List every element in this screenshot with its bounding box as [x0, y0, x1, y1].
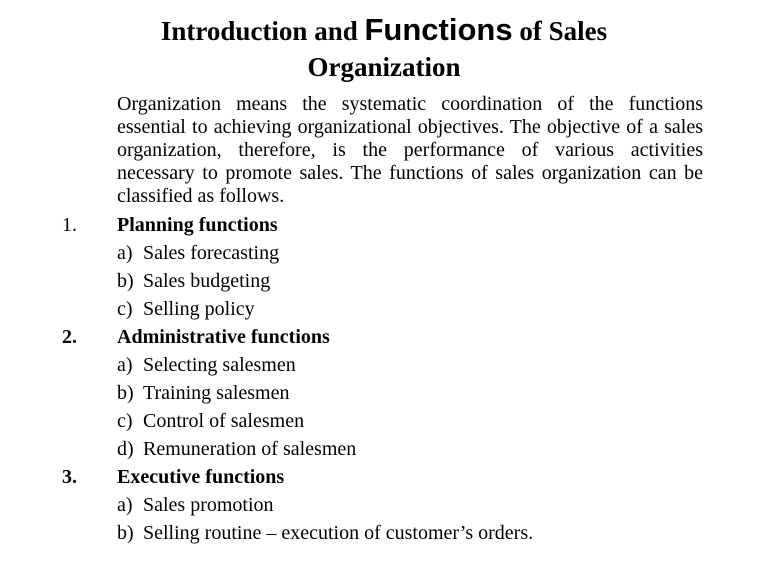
- section-title: Administrative functions: [117, 326, 330, 348]
- list-item-letter: b): [117, 382, 134, 404]
- list-item-letter: a): [117, 354, 133, 376]
- list-item: [0, 435, 768, 463]
- section-heading-row: [0, 211, 768, 239]
- list-item-text: Sales budgeting: [143, 270, 271, 292]
- intro-paragraph: Organization means the systematic coordination of the functions essential to achieving organizational objectives. The objective of a sales organization, therefore, is the performance of various activities necessary to promote sales. The functions of sales organization can be classified as follows.: [117, 93, 703, 207]
- document-title: [0, 12, 768, 85]
- list-item-text: Selling routine – execution of customer’s orders.: [143, 522, 534, 544]
- list-item: [0, 519, 768, 547]
- list-item: [0, 351, 768, 379]
- title-line-1: [0, 12, 768, 49]
- list-item-text: Training salesmen: [143, 382, 290, 404]
- list-item-text: Remuneration of salesmen: [143, 438, 357, 460]
- section-heading-row: [0, 323, 768, 351]
- list-item-letter: a): [117, 494, 133, 516]
- list-item-text: Sales forecasting: [143, 242, 280, 264]
- section-heading-row: [0, 463, 768, 491]
- list-item-text: Sales promotion: [143, 494, 274, 516]
- list-item-letter: d): [117, 438, 134, 460]
- section-number: 3.: [62, 466, 77, 488]
- list-item-letter: c): [117, 298, 133, 320]
- list-item-letter: b): [117, 270, 134, 292]
- section-number: 1.: [62, 214, 77, 236]
- list-item: [0, 379, 768, 407]
- section-number: 2.: [62, 326, 77, 348]
- list-item-letter: a): [117, 242, 133, 264]
- section-title: Planning functions: [117, 214, 278, 236]
- title-part-2: Functions: [364, 12, 513, 47]
- list-item-text: Selling policy: [143, 298, 255, 320]
- list-item-letter: b): [117, 522, 134, 544]
- list-item-letter: c): [117, 410, 133, 432]
- list-item-text: Selecting salesmen: [143, 354, 296, 376]
- list-item: [0, 267, 768, 295]
- title-part-3: of Sales: [512, 16, 608, 46]
- section-title: Executive functions: [117, 466, 285, 488]
- list-item: [0, 295, 768, 323]
- title-part-1: Introduction and: [160, 16, 365, 46]
- list-item-text: Control of salesmen: [143, 410, 305, 432]
- list-item: [0, 239, 768, 267]
- title-line-2: Organization: [307, 52, 461, 82]
- function-sections: [0, 211, 768, 547]
- list-item: [0, 491, 768, 519]
- list-item: [0, 407, 768, 435]
